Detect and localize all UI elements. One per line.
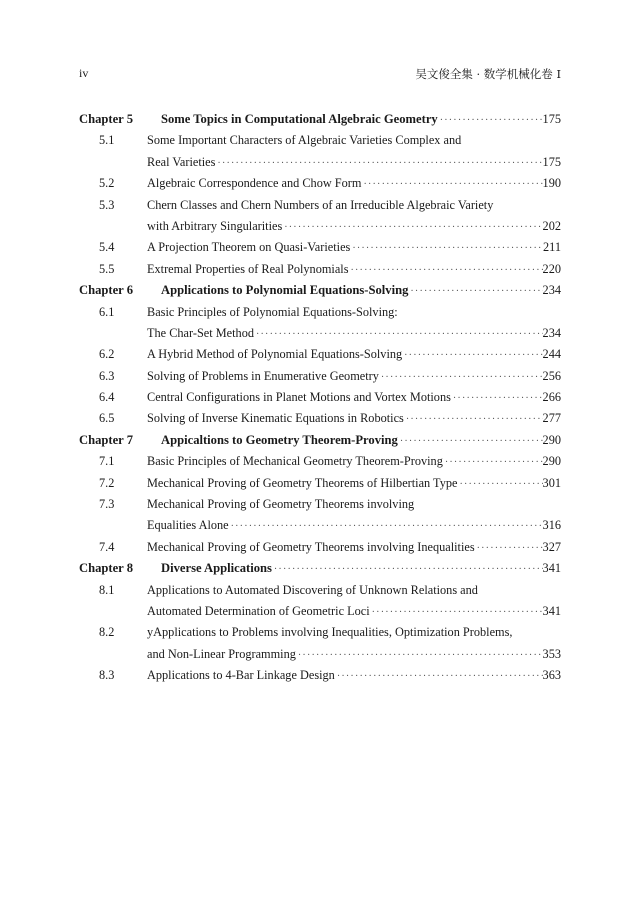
- toc-chapter-entry[interactable]: [79, 280, 561, 301]
- entry-number: 5.3: [99, 197, 115, 212]
- toc-section-entry[interactable]: [79, 451, 561, 472]
- entry-title: Automated Determination of Geometric Loci: [147, 603, 370, 618]
- dot-leader: [408, 281, 542, 302]
- toc-chapter-entry[interactable]: [79, 558, 561, 579]
- entry-page-number: 175: [542, 154, 561, 169]
- entry-title: Diverse Applications: [161, 561, 272, 576]
- entry-page-number: 234: [542, 283, 561, 298]
- dot-leader: [272, 559, 543, 580]
- entry-number: 7.3: [99, 497, 115, 512]
- dot-leader: [296, 645, 543, 666]
- entry-title: The Char-Set Method: [147, 325, 254, 340]
- toc-section-entry[interactable]: [79, 473, 561, 494]
- toc-section-entry[interactable]: [79, 195, 561, 216]
- dot-leader: [475, 538, 543, 559]
- entry-title: A Projection Theorem on Quasi-Varieties: [147, 240, 351, 255]
- entry-title: and Non-Linear Programming: [147, 646, 296, 661]
- entry-page-number: 363: [542, 668, 561, 683]
- dot-leader: [443, 452, 543, 473]
- toc-section-entry[interactable]: [79, 580, 561, 601]
- entry-title: Real Varieties: [147, 154, 216, 169]
- entry-number: 8.1: [99, 582, 115, 597]
- toc-section-entry[interactable]: [79, 622, 561, 643]
- entry-number: 8.2: [99, 625, 115, 640]
- page-number: iv: [79, 66, 89, 80]
- entry-number: Chapter 6: [79, 283, 133, 298]
- entry-title: Appicaltions to Geometry Theorem-Proving: [161, 432, 398, 447]
- dot-leader: [229, 516, 543, 537]
- dot-leader: [361, 174, 542, 195]
- dot-leader: [438, 110, 543, 131]
- entry-page-number: 327: [542, 539, 561, 554]
- entry-number: Chapter 8: [79, 561, 133, 576]
- dot-leader: [370, 602, 543, 623]
- entry-number: 7.1: [99, 454, 115, 469]
- entry-page-number: 256: [542, 368, 561, 383]
- entry-title: Some Topics in Computational Algebraic Geometry: [161, 112, 438, 126]
- entry-title: yApplications to Problems involving Inequalities, Optimization Problems,: [147, 625, 513, 640]
- entry-title: Central Configurations in Planet Motions and Vortex Motions: [147, 390, 451, 405]
- entry-number: Chapter 7: [79, 432, 133, 447]
- entry-number: 5.4: [99, 240, 115, 255]
- toc-section-entry[interactable]: [79, 344, 561, 365]
- entry-title: with Arbitrary Singularities: [147, 218, 283, 233]
- entry-title: Mechanical Proving of Geometry Theorems involving: [147, 497, 415, 512]
- entry-title: Some Important Characters of Algebraic Varieties Complex and: [147, 133, 462, 148]
- dot-leader: [282, 217, 542, 238]
- toc-entry-continuation[interactable]: [79, 216, 561, 237]
- dot-leader: [404, 409, 543, 430]
- entry-page-number: 301: [542, 475, 561, 490]
- entry-title: Basic Principles of Mechanical Geometry Theorem-Proving: [147, 454, 443, 469]
- entry-number: 8.3: [99, 668, 115, 683]
- toc-section-entry[interactable]: [79, 408, 561, 429]
- entry-title: Basic Principles of Polynomial Equations-Solving:: [147, 304, 398, 319]
- entry-page-number: 290: [542, 432, 561, 447]
- entry-page-number: 266: [542, 390, 561, 405]
- dot-leader: [451, 388, 543, 409]
- toc-chapter-entry[interactable]: [79, 430, 561, 451]
- entry-page-number: 175: [542, 112, 561, 126]
- dot-leader: [402, 345, 542, 366]
- entry-title: Extremal Properties of Real Polynomials: [147, 261, 349, 276]
- table-of-contents: [79, 109, 561, 687]
- entry-title: Applications to Automated Discovering of Unknown Relations and: [147, 582, 478, 597]
- toc-section-entry[interactable]: [79, 537, 561, 558]
- toc-section-entry[interactable]: [79, 237, 561, 258]
- dot-leader: [379, 367, 543, 388]
- toc-section-entry[interactable]: [79, 366, 561, 387]
- entry-number: 5.2: [99, 176, 115, 191]
- entry-number: 7.4: [99, 539, 115, 554]
- entry-number: 6.5: [99, 411, 115, 426]
- entry-page-number: 316: [542, 518, 561, 533]
- dot-leader: [335, 666, 543, 687]
- toc-entry-continuation[interactable]: [79, 515, 561, 536]
- dot-leader: [457, 474, 542, 495]
- toc-section-entry[interactable]: [79, 387, 561, 408]
- entry-page-number: 290: [542, 454, 561, 469]
- dot-leader: [398, 431, 543, 452]
- dot-leader: [349, 260, 543, 281]
- running-title: 吴文俊全集 · 数学机械化卷 I: [415, 67, 561, 81]
- dot-leader: [215, 153, 542, 174]
- entry-number: Chapter 5: [79, 112, 133, 126]
- toc-section-entry[interactable]: [79, 302, 561, 323]
- toc-section-entry[interactable]: [79, 130, 561, 151]
- entry-number: 6.1: [99, 304, 115, 319]
- entry-page-number: 190: [542, 176, 561, 191]
- toc-entry-continuation[interactable]: [79, 601, 561, 622]
- entry-title: Algebraic Correspondence and Chow Form: [147, 176, 362, 191]
- toc-section-entry[interactable]: [79, 259, 561, 280]
- entry-page-number: 341: [542, 603, 561, 618]
- dot-leader: [254, 324, 543, 345]
- entry-number: 7.2: [99, 475, 115, 490]
- toc-entry-continuation[interactable]: [79, 152, 561, 173]
- entry-title: Mechanical Proving of Geometry Theorems involving Inequalities: [147, 539, 475, 554]
- dot-leader: [350, 238, 543, 259]
- toc-section-entry[interactable]: [79, 665, 561, 686]
- toc-section-entry[interactable]: [79, 173, 561, 194]
- entry-number: 6.2: [99, 347, 115, 362]
- toc-chapter-entry[interactable]: [79, 109, 561, 130]
- entry-title: A Hybrid Method of Polynomial Equations-Solving: [147, 347, 403, 362]
- entry-title: Applications to 4-Bar Linkage Design: [147, 668, 335, 683]
- entry-number: 5.5: [99, 261, 115, 276]
- entry-title: Chern Classes and Chern Numbers of an Irreducible Algebraic Variety: [147, 197, 494, 212]
- page-header: [79, 66, 561, 82]
- entry-page-number: 277: [542, 411, 561, 426]
- toc-section-entry[interactable]: [79, 494, 561, 515]
- entry-page-number: 244: [542, 347, 561, 362]
- entry-title: Applications to Polynomial Equations-Solving: [161, 283, 409, 298]
- entry-number: 6.4: [99, 390, 115, 405]
- toc-entry-continuation[interactable]: [79, 644, 561, 665]
- entry-page-number: 220: [542, 261, 561, 276]
- toc-entry-continuation[interactable]: [79, 323, 561, 344]
- entry-title: Mechanical Proving of Geometry Theorems of Hilbertian Type: [147, 475, 458, 490]
- entry-title: Solving of Inverse Kinematic Equations in Robotics: [147, 411, 404, 426]
- entry-number: 5.1: [99, 133, 115, 148]
- entry-page-number: 211: [543, 240, 561, 255]
- entry-title: Equalities Alone: [147, 518, 229, 533]
- entry-number: 6.3: [99, 368, 115, 383]
- entry-page-number: 341: [542, 561, 561, 576]
- entry-title: Solving of Problems in Enumerative Geometry: [147, 368, 379, 383]
- entry-page-number: 202: [542, 218, 561, 233]
- entry-page-number: 353: [542, 646, 561, 661]
- entry-page-number: 234: [542, 325, 561, 340]
